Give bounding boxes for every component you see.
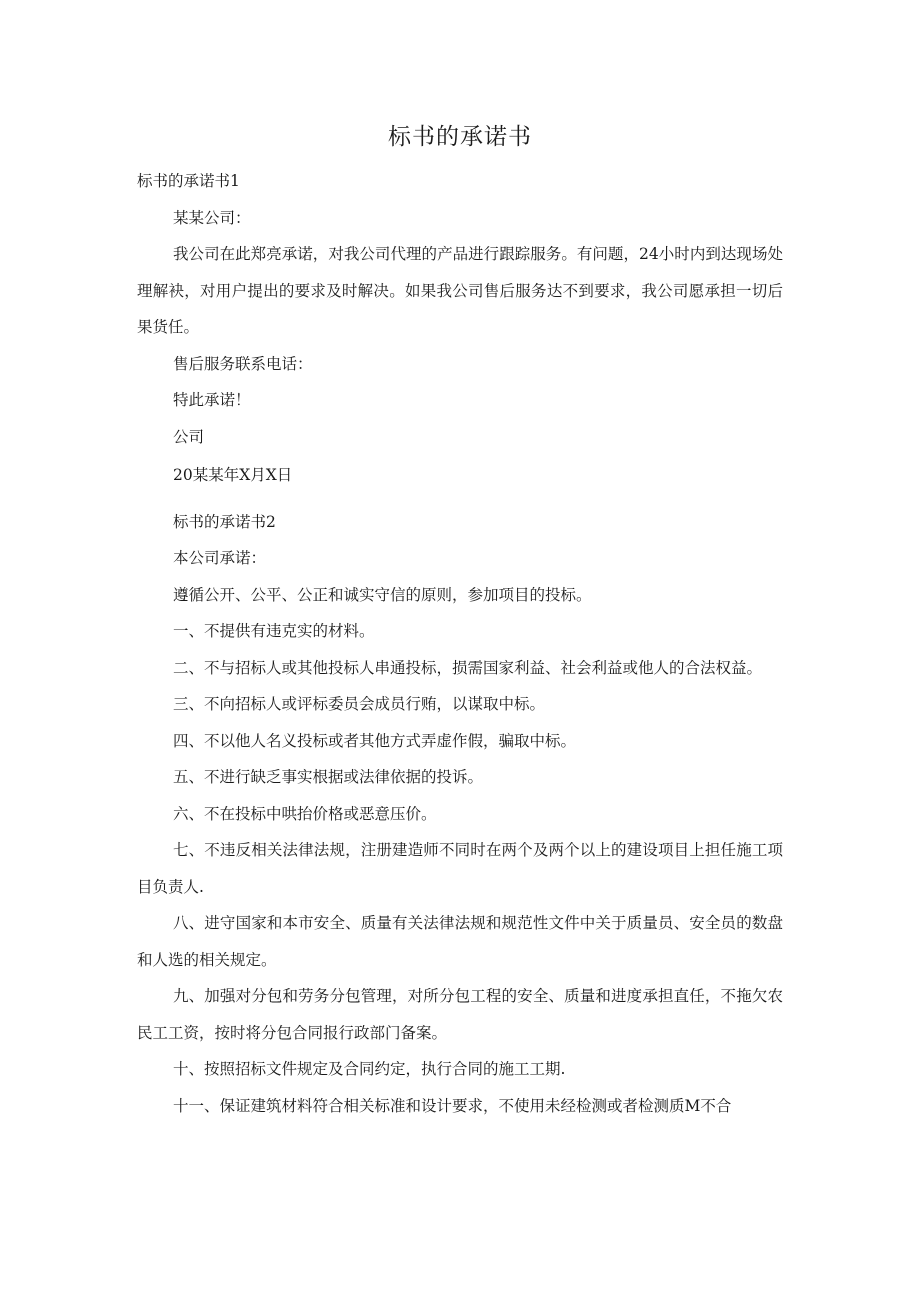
document-title: 标书的承诺书 <box>388 124 532 150</box>
signature-company: 公司 <box>173 427 205 446</box>
commitment-item: 一、不提供有违克实的材料。 <box>173 622 375 640</box>
signature-date: 20某某年X月X日 <box>173 466 293 484</box>
commitment-item: 三、不向招标人或评标委员会成员行贿，以谋取中标。 <box>173 695 546 713</box>
commitment-paragraph: 我公司在此郑亮承诺，对我公司代理的产品进行跟踪服务。有问题，24小时内到达现场处理解袂，对用户提出的要求及时解决。如果我公司售后服务达不到要求，我公司愿承担一切后果货任。 <box>137 245 783 336</box>
commitment-item: 十、按照招标文件规定及合同约定，执行合同的施工工期. <box>173 1060 566 1078</box>
section2-heading: 标书的承诺书2 <box>173 512 276 531</box>
service-phone-line: 售后服务联系电话： <box>173 354 313 373</box>
commitment-item: 二、不与招标人或其他投标人串通投标，损需国家利益、社会利益或他人的合法权益。 <box>173 658 763 677</box>
commitment-item: 六、不在投标中哄抬价格或恶意压价。 <box>173 804 437 823</box>
section2-intro: 本公司承诺： <box>173 549 267 567</box>
closing-line: 特此承诺！ <box>173 391 251 409</box>
salutation: 某某公司： <box>173 208 251 227</box>
document-body <box>137 163 783 1124</box>
commitment-item: 八、进守国家和本市安全、质量有关法律法规和规范性文件中关于质量员、安全员的数盘和人选的相关规定。 <box>137 914 783 969</box>
section1-heading: 标书的承诺书1 <box>137 172 240 190</box>
commitment-item: 七、不违反相关法律法规，注册建造师不同时在两个及两个以上的建设项目上担任施工项目负责人. <box>137 841 783 896</box>
principle-line: 遵循公开、公平、公正和诚实守信的原则，参加项目的投标。 <box>173 585 592 604</box>
commitment-item: 九、加强对分包和劳务分包管理，对所分包工程的安全、质量和进度承担直任，不拖欠农民工工资，按时将分包合同报行政部门备案。 <box>137 987 783 1042</box>
commitment-item: 五、不进行缺乏事实根据或法律依据的投诉。 <box>173 768 484 786</box>
commitment-item: 四、不以他人名义投标或者其他方式弄虚作假，骗取中标。 <box>173 731 577 750</box>
commitment-item: 十一、保证建筑材料符合相关标准和设计要求，不使用未经检测或者检测质M不合 <box>173 1096 732 1115</box>
